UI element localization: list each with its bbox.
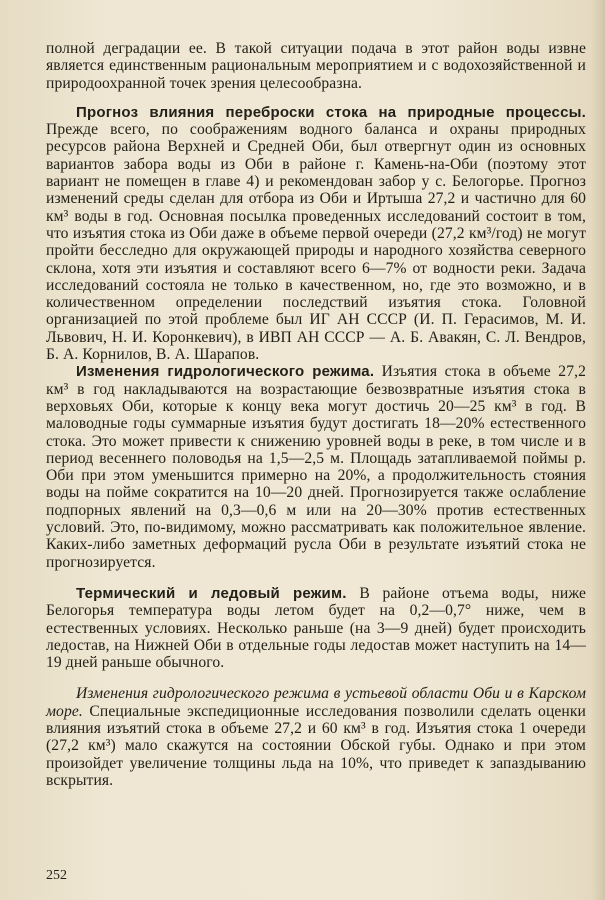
paragraph-forecast [46,104,586,363]
paragraph-estuary [46,685,586,789]
heading-thermal: Термический и ледовый режим. [76,584,347,602]
page-number: 252 [46,868,67,883]
paragraph-continuation: полной деградации ее. В такой ситуации подача в этот район воды извне является единственным рациональным мероприятием и с водохозяйственной и природоохранной точек зрения целесообразна. [46,40,586,92]
heading-estuary: Изменения гидрологического режима в устьевой области Оби и в Карском море. [46,685,586,720]
paragraph-thermal-body: В районе отъема воды, ниже Белогорья температура воды летом будет на 0,2—0,7° ниже, чем в естественных условиях. Несколько раньше (на 3—9 дней) будет происходить ледостав, на Нижней Оби в отдельные годы ледостав может наступить на 14—19 дней раньше обычного. [46,584,587,672]
page-body [46,40,586,789]
paragraph-estuary-body: Специальные экспедиционные исследования позволили сделать оценки влияния изъятий стока в объеме 27,2 и 60 км³ в год. Изъятия стока 1 очереди (27,2 км³) мало скажутся на состоянии Обской губы. Однако и при этом произойдет увеличение толщины льда на 10%, что приведет к запаздыванию вскрытия. [46,702,586,789]
heading-forecast: Прогноз влияния переброски стока на природные процессы. [76,103,586,121]
page-edge-shadow [591,0,605,900]
paragraph-hydrology [46,363,586,571]
paragraph-forecast-body: Прежде всего, по соображениям водного баланса и охраны природных ресурсов района Верхней и Средней Оби, был отвергнут один из основных вариантов забора воды из Оби в районе г. Камень-на-Оби (поэтому этот вариант не помещен в главе 4) и рекомендован забор у с. Белогорье. Прогноз изменений среды сделан для отбора из Оби и Иртыша 27,2 и частично для 60 км³ воды в год. Основная посылка проведенных исследований состоит в том, что изъятия стока из Оби даже в объеме первой очереди (27,2 км³/год) не могут пройти бесследно для окружающей природы и народного хозяйства северного склона, хотя эти изъятия и составляют всего 6—7% от водности реки. Задача исследований состояла не только в качественном, но, где это возможно, и в количественном определении последствий изъятия стока. Головной организацией по этой проблеме был ИГ АН СССР (И. П. Герасимов, М. И. Львович, Н. И. Коронкевич), в ИВП АН СССР — А. Б. Авакян, С. Л. Вендров, Б. А. Корнилов, В. А. Шарапов. [46,121,586,364]
paragraph-hydrology-body: Изъятия стока в объеме 27,2 км³ в год накладываются на возрастающие безвозвратные изъятия стока в верховьях Оби, которые к концу века могут достичь 20—25 км³ в год. В маловодные годы суммарные изъятия будут достигать 18—20% естественного стока. Это может привести к снижению уровней воды в реке, в том числе и в период весеннего половодья на 1,5—2,5 м. Площадь затапливаемой поймы р. Оби при этом уменьшится примерно на 20%, а продолжительность стояния воды на пойме сократится на 10—20 дней. Прогнозируется также ослабление подпорных явлений на 0,3—0,6 м или на 20—30% против естественных условий. Это, по-видимому, можно рассматривать как положительное явление. Каких-либо заметных деформаций русла Оби в результате изъятий стока не прогнозируется. [46,363,586,571]
paragraph-thermal [46,585,586,671]
heading-hydrology: Изменения гидрологического режима. [76,363,375,381]
